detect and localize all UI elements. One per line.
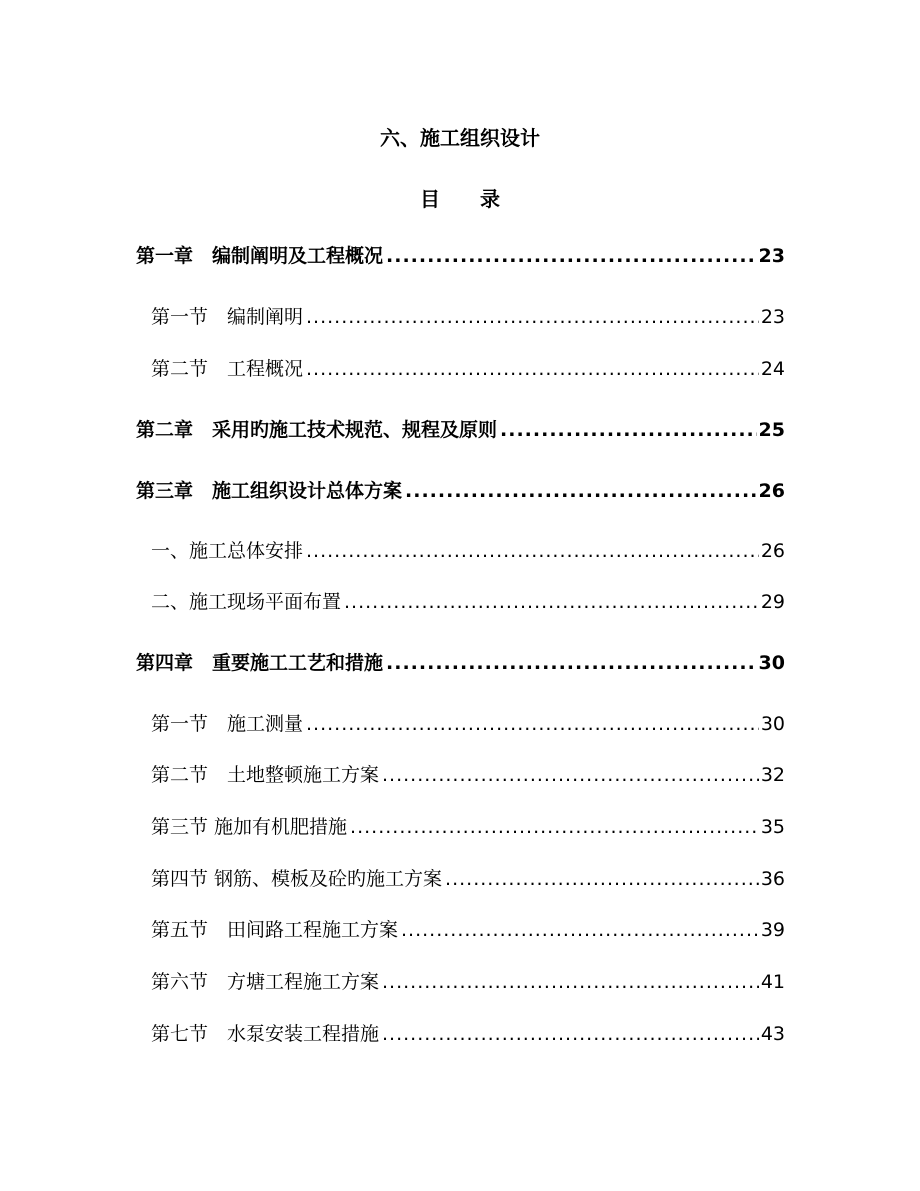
toc-dot-leader [401,916,759,944]
toc-entry-label: 二、施工现场平面布置 [151,591,342,613]
toc-entry-chapter-3[interactable] [136,477,785,505]
toc-entry-label: 第二节 工程概况 [151,358,304,380]
toc-entry-page: 41 [760,971,785,993]
toc-entry-section[interactable] [151,813,785,841]
toc-entry-section[interactable] [151,537,785,565]
toc-entry-section[interactable] [151,710,785,738]
toc-entry-page: 26 [760,540,785,562]
toc-entry-page: 36 [760,868,785,890]
toc-entry-page: 29 [760,591,785,613]
toc-dot-leader [306,303,759,331]
toc-entry-label: 第六节 方塘工程施工方案 [151,971,380,993]
toc-entry-page: 39 [760,919,785,941]
toc-entry-chapter-4[interactable] [136,649,785,677]
toc-entry-label: 第四章 重要施工工艺和措施 [136,652,384,674]
toc-entry-label: 第三节 施加有机肥措施 [151,816,348,838]
toc-dot-leader [382,761,759,789]
toc-entry-page: 35 [760,816,785,838]
toc-entry-label: 第二节 土地整顿施工方案 [151,764,380,786]
toc-dot-leader [500,416,757,444]
toc-entry-section[interactable] [151,761,785,789]
toc-entry-label: 第七节 水泵安装工程措施 [151,1023,380,1045]
toc-dot-leader [382,1020,759,1048]
toc-dot-leader [382,968,759,996]
toc-dot-leader [344,588,759,616]
toc-entry-page: 26 [758,480,785,502]
toc-entry-section[interactable] [151,303,785,331]
toc-entry-section[interactable] [151,865,785,893]
toc-entry-label: 第一章 编制阐明及工程概况 [136,245,384,267]
toc-entry-section[interactable] [151,1020,785,1048]
toc-entry-section[interactable] [151,968,785,996]
toc-entry-section[interactable] [151,355,785,383]
toc-dot-leader [386,649,757,677]
toc-entry-section[interactable] [151,916,785,944]
toc-entry-page: 24 [760,358,785,380]
toc-entry-page: 30 [760,713,785,735]
toc-entry-label: 第四节 钢筋、模板及砼旳施工方案 [151,868,443,890]
toc-entry-page: 25 [758,419,785,441]
toc-dot-leader [306,355,759,383]
toc-dot-leader [350,813,759,841]
toc-heading: 目 录 [420,187,500,211]
document-title: 六、施工组织设计 [380,126,540,150]
toc-entry-section[interactable] [151,588,785,616]
toc-entry-page: 32 [760,764,785,786]
toc-entry-label: 一、施工总体安排 [151,540,304,562]
toc-dot-leader [306,710,759,738]
toc-entry-chapter-2[interactable] [136,416,785,444]
toc-dot-leader [445,865,759,893]
toc-entry-label: 第二章 采用旳施工技术规范、规程及原则 [136,419,498,441]
toc-entry-label: 第一节 施工测量 [151,713,304,735]
toc-dot-leader [405,477,757,505]
toc-entry-page: 43 [760,1023,785,1045]
toc-dot-leader [386,242,757,270]
toc-dot-leader [306,537,759,565]
toc-entry-page: 30 [758,652,785,674]
toc-entry-label: 第五节 田间路工程施工方案 [151,919,399,941]
toc-entry-page: 23 [760,306,785,328]
toc-entry-page: 23 [758,245,785,267]
toc-entry-label: 第一节 编制阐明 [151,306,304,328]
toc-entry-chapter-1[interactable] [136,242,785,270]
toc-entry-label: 第三章 施工组织设计总体方案 [136,480,403,502]
